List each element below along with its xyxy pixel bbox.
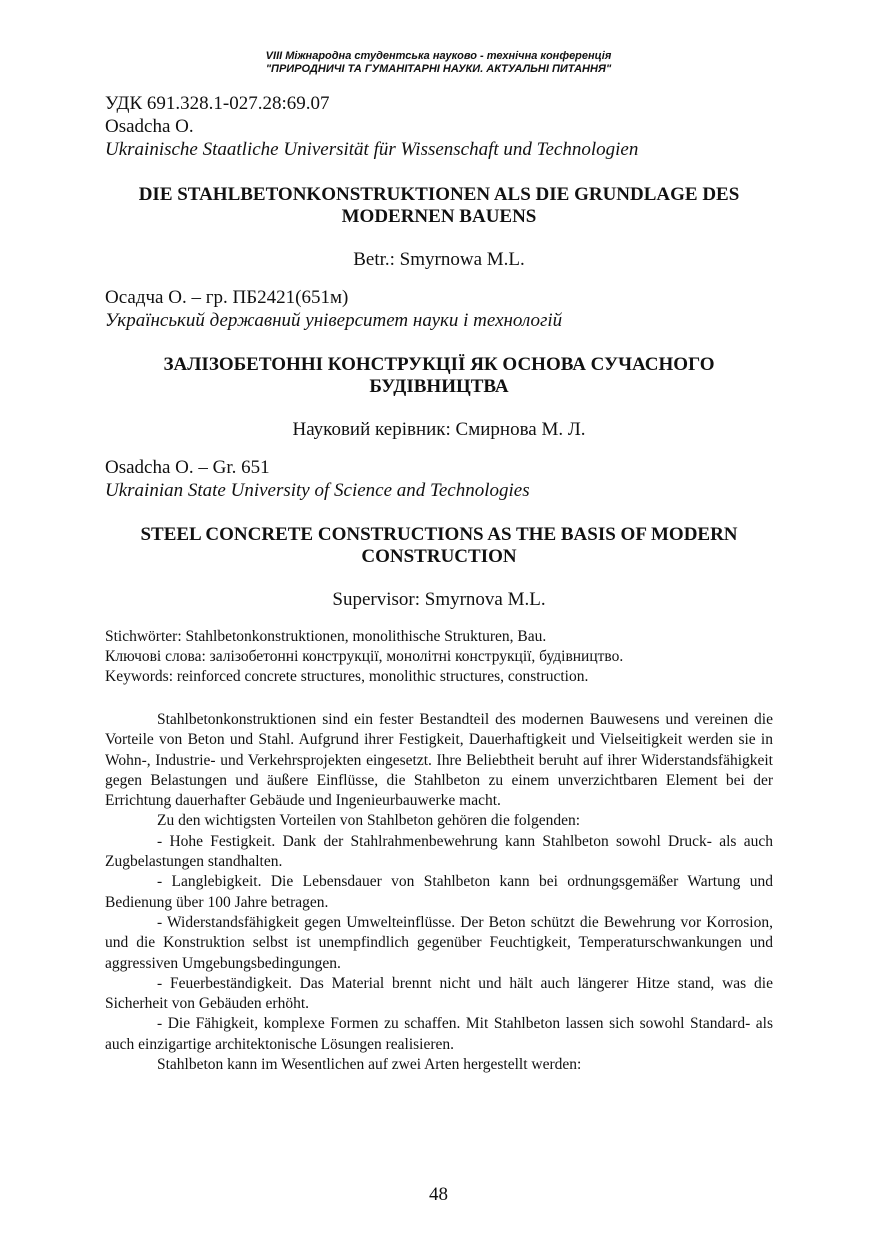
conference-header-line1: VIII Міжнародна студентська науково - технічна конференція (265, 50, 612, 62)
body-paragraph: - Langlebigkeit. Die Lebensdauer von Stahlbeton kann bei ordnungsgemäßer Wartung und Bedienung über 100 Jahre betragen. (105, 873, 773, 911)
conference-header (0, 50, 877, 76)
article (105, 92, 773, 1075)
title-en: STEEL CONCRETE CONSTRUCTIONS AS THE BASIS OF MODERN CONSTRUCTION (140, 524, 738, 567)
keywords-de: Stichwörter: Stahlbetonkonstruktionen, monolithische Strukturen, Bau. (105, 628, 547, 645)
supervisor-uk: Науковий керівник: Смирнова М. Л. (292, 419, 586, 440)
body-paragraph: Zu den wichtigsten Vorteilen von Stahlbeton gehören die folgenden: (157, 812, 581, 830)
body-paragraph: - Hohe Festigkeit. Dank der Stahlrahmenbewehrung kann Stahlbeton sowohl Druck- als auch Zugbelastungen standhalten. (105, 832, 773, 871)
author-en: Osadcha O. – Gr. 651 (105, 457, 270, 478)
body-paragraph: Stahlbeton kann im Wesentlichen auf zwei Arten hergestellt werden: (157, 1056, 582, 1074)
body-paragraph: Stahlbetonkonstruktionen sind ein fester Bestandteil des modernen Bauwesens und vereinen die Vorteile von Beton und Stahl. Aufgrund ihrer Festigkeit, Dauerhaftigkeit und Vielseitigkeit werden sie in Wohn-, Industrie- und Verkehrsprojekten eingesetzt. Ihre Beliebtheit beruht auf ihrer Widerstandsfähigkeit gegen Belastungen und äußere Einflüsse, die Stahlbeton zu einem unverzichtbaren Element bei der Errichtung dauerhafter Gebäude und Ingenieurbauwerke macht. (105, 711, 773, 810)
affiliation-de: Ukrainische Staatliche Universität für Wissenschaft und Technologien (105, 139, 639, 160)
keywords-uk: Ключові слова: залізобетонні конструкції, монолітні конструкції, будівництво. (105, 648, 624, 665)
body-paragraph: - Widerstandsfähigkeit gegen Umwelteinflüsse. Der Beton schützt die Bewehrung vor Korrosion, und die Konstruktion selbst ist unempfindlich gegenüber Feuchtigkeit, Temperaturschwankungen und aggressiven Umgebungsbedingungen. (105, 913, 773, 972)
author-de: Osadcha O. (105, 116, 194, 137)
body-text (105, 710, 773, 1075)
affiliation-uk: Український державний університет науки і технологій (105, 310, 563, 331)
keywords-block (105, 627, 773, 687)
keywords-en: Keywords: reinforced concrete structures, monolithic structures, construction. (105, 668, 589, 685)
title-uk: ЗАЛІЗОБЕТОННІ КОНСТРУКЦІЇ ЯК ОСНОВА СУЧАСНОГО БУДІВНИЦТВА (163, 354, 715, 397)
title-de: DIE STAHLBETONKONSTRUKTIONEN ALS DIE GRUNDLAGE DES MODERNEN BAUENS (138, 184, 740, 227)
body-paragraph: - Die Fähigkeit, komplexe Formen zu schaffen. Mit Stahlbeton lassen sich sowohl Standard- als auch einzigartige architektonische Lösungen realisieren. (105, 1015, 773, 1053)
body-paragraph: - Feuerbeständigkeit. Das Material brennt nicht und hält auch längerer Hitze stand, was die Sicherheit von Gebäuden erhöht. (105, 974, 773, 1013)
affiliation-en: Ukrainian State University of Science and Technologies (105, 480, 530, 501)
udc-code: УДК 691.328.1-027.28:69.07 (105, 93, 330, 114)
supervisor-de: Betr.: Smyrnowa M.L. (353, 249, 525, 270)
page-number: 48 (429, 1184, 448, 1205)
conference-header-line2: "ПРИРОДНИЧІ ТА ГУМАНІТАРНІ НАУКИ. АКТУАЛЬНІ ПИТАННЯ" (265, 63, 612, 75)
author-uk: Осадча О. – гр. ПБ2421(651м) (105, 287, 349, 308)
supervisor-en: Supervisor: Smyrnova M.L. (332, 589, 546, 610)
